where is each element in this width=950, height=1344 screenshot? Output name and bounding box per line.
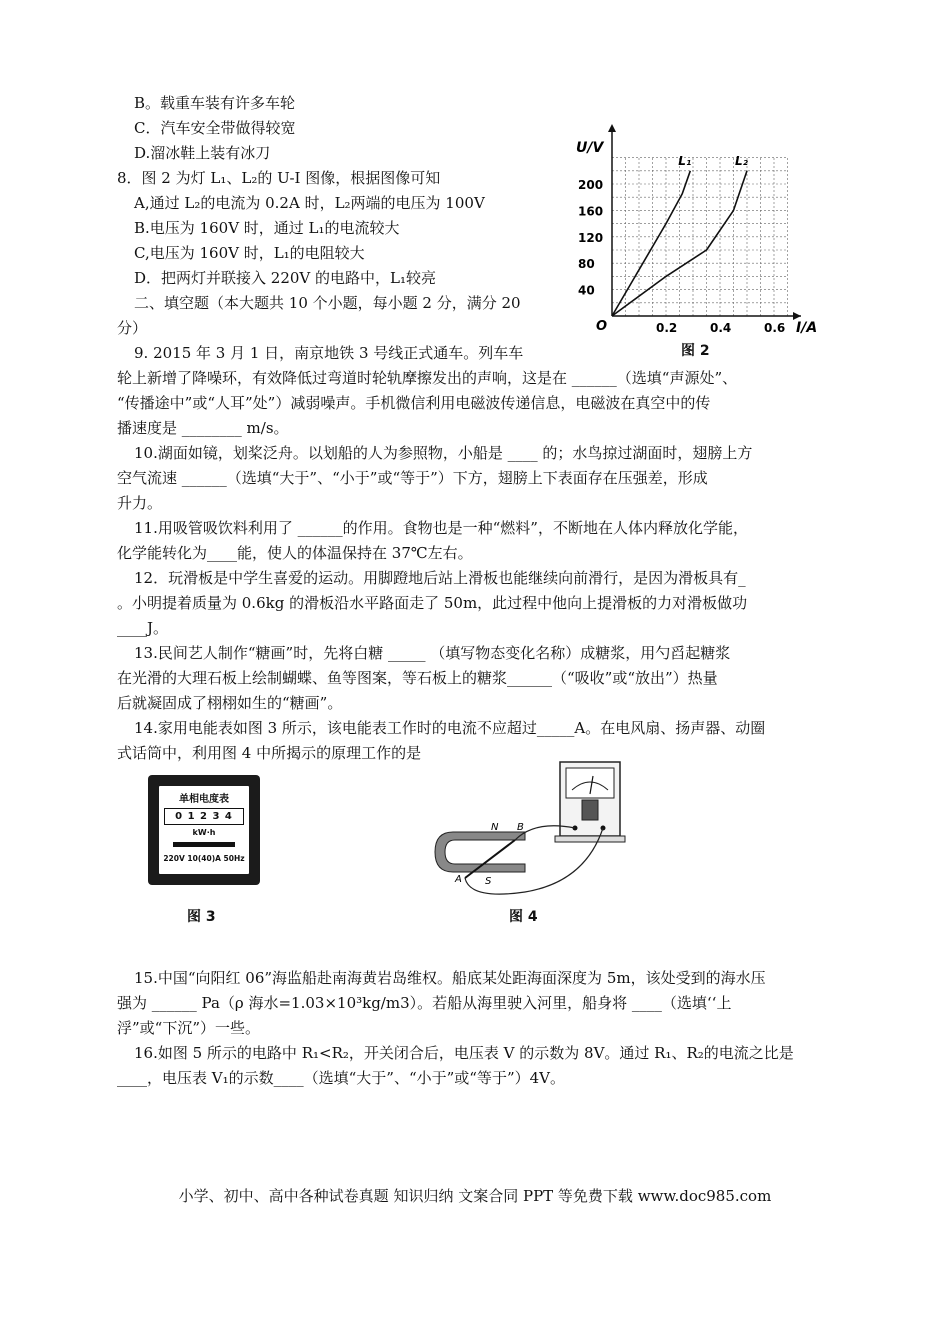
option-8c-prev: C．汽车安全带做得较宽 — [134, 119, 296, 137]
option-8d-prev: D.溜冰鞋上装有冰刀 — [134, 144, 271, 162]
question-9-line4: 播速度是 ________ m/s。 — [117, 419, 289, 437]
x-tick-label: 0.6 — [764, 321, 786, 335]
figure-2-caption: 图 2 — [681, 343, 710, 359]
x-axis-label: I/A — [796, 320, 818, 336]
y-axis-label: U/V — [576, 140, 604, 156]
meter-arrow-icon — [173, 842, 235, 847]
question-12-line3: ____J。 — [117, 619, 169, 637]
meter-title: 单相电度表 — [179, 794, 229, 805]
y-axis-arrow-icon — [608, 124, 616, 132]
chart-grid — [612, 158, 788, 316]
figure-3-caption: 图 3 — [187, 909, 216, 925]
question-9-line2: 轮上新增了降噪环，有效降低过弯道时轮轨摩擦发出的声响，这是在 ______（选填“声源处”、 — [117, 369, 738, 387]
figure-4-caption: 图 4 — [509, 909, 538, 925]
series-line-1 — [612, 171, 690, 316]
question-13-line3: 后就凝固成了栩栩如生的“糖画”。 — [117, 694, 343, 712]
question-15-line2: 强为 ______ Pa（ρ 海水=1.03×10³kg/m3）。若船从海里驶入河里，船身将 ____（选填‘‘上 — [117, 994, 732, 1012]
question-15-line3: 浮”或“下沉”）一些。 — [117, 1019, 261, 1037]
galvanometer-core — [582, 800, 598, 820]
question-15: 15.中国“向阳红 06”海监船赴南海黄岩岛维权。船底某处距海面深度为 5m，该处受到的海水压 — [134, 969, 766, 987]
figure-2-chart — [570, 120, 830, 360]
question-8: 8．图 2 为灯 L₁、L₂的 U-I 图像，根据图像可知 — [117, 169, 441, 187]
label-n: N — [491, 822, 499, 833]
y-tick-label: 160 — [578, 204, 604, 219]
question-12: 12．玩滑板是中学生喜爱的运动。用脚蹬地后站上滑板也能继续向前滑行，是因为滑板具有_ — [134, 569, 746, 587]
x-axis-arrow-icon — [793, 312, 801, 320]
chart-curves — [612, 154, 749, 316]
chart-ticks — [578, 178, 785, 335]
label-s: S — [485, 876, 492, 887]
section-2-heading-cont: 分） — [117, 319, 148, 337]
question-16-line2: ____，电压表 V₁的示数____（选填“大于”、“小于”或“等于”）4V。 — [117, 1069, 566, 1087]
question-12-line2: 。小明提着质量为 0.6kg 的滑板沿水平路面走了 50m，此过程中他向上提滑板的力对滑板做功 — [117, 594, 748, 612]
figure-3-meter — [148, 775, 260, 885]
series-label-1: L₁ — [678, 153, 692, 168]
meter-digits: 0 1 2 3 4 — [164, 808, 244, 825]
question-8-option-d: D．把两灯并联接入 220V 的电路中，L₁较亮 — [134, 269, 437, 287]
question-8-option-b: B.电压为 160V 时，通过 L₁的电流较大 — [134, 219, 400, 237]
question-10-line2: 空气流速 ______（选填“大于”、“小于”或“等于”）下方，翅膀上下表面存在压强差，形成 — [117, 469, 708, 487]
question-16: 16.如图 5 所示的电路中 R₁<R₂，开关闭合后，电压表 V 的示数为 8V。通过 R₁、R₂的电流之比是 — [134, 1044, 794, 1062]
question-11-line2: 化学能转化为____能，使人的体温保持在 37℃左右。 — [117, 544, 473, 562]
question-10-line3: 升力。 — [117, 494, 163, 512]
question-8-option-c: C,电压为 160V 时，L₁的电阻较大 — [134, 244, 365, 262]
page-footer: 小学、初中、高中各种试卷真题 知识归纳 文案合同 PPT 等免费下载 www.doc985.com — [178, 1187, 772, 1205]
section-2-heading: 二、填空题（本大题共 10 个小题，每小题 2 分，满分 20 — [134, 294, 521, 312]
question-8-option-a: A,通过 L₂的电流为 0.2A 时，L₂两端的电压为 100V — [134, 194, 485, 212]
label-a: A — [455, 874, 462, 885]
series-label-2: L₂ — [735, 153, 748, 168]
figure-4-apparatus — [425, 760, 640, 900]
x-tick-label: 0.4 — [710, 321, 732, 335]
meter-face — [157, 784, 251, 876]
galvanometer-base — [555, 836, 625, 842]
y-tick-label: 200 — [578, 178, 604, 192]
question-9: 9. 2015 年 3 月 1 日，南京地铁 3 号线正式通车。列车车 — [134, 344, 524, 362]
question-9-line3: “传播途中”或“人耳”处”）减弱噪声。手机微信利用电磁波传递信息，电磁波在真空中的传 — [117, 394, 711, 412]
question-13: 13.民间艺人制作“糖画”时，先将白糖 _____ （填写物态变化名称）成糖浆，用勺舀起糖浆 — [134, 644, 731, 662]
question-14-line2: 式话筒中，利用图 4 中所揭示的原理工作的是 — [117, 744, 422, 762]
y-tick-label: 40 — [578, 283, 595, 298]
question-14: 14.家用电能表如图 3 所示，该电能表工作时的电流不应超过_____A。在电风扇、扬声器、动圈 — [134, 719, 766, 737]
question-10: 10.湖面如镜，划桨泛舟。以划船的人为参照物，小船是 ____ 的；水鸟掠过湖面时，翅膀上方 — [134, 444, 753, 462]
question-13-line2: 在光滑的大理石板上绘制蝴蝶、鱼等图案，等石板上的糖浆______（“吸收”或“放出”）热量 — [117, 669, 718, 687]
y-tick-label: 120 — [578, 230, 604, 245]
option-8b-prev: B。载重车装有许多车轮 — [134, 94, 296, 112]
label-b: B — [517, 822, 524, 833]
origin-label: O — [596, 319, 608, 334]
y-tick-label: 80 — [578, 257, 595, 272]
meter-spec: 220V 10(40)A 50Hz — [163, 854, 245, 863]
meter-unit: kW·h — [192, 828, 216, 837]
question-11: 11.用吸管吸饮料利用了 ______的作用。食物也是一种“燃料”，不断地在人体内释放化学能， — [134, 519, 748, 537]
chart-axes — [608, 124, 801, 320]
x-tick-label: 0.2 — [656, 321, 678, 335]
